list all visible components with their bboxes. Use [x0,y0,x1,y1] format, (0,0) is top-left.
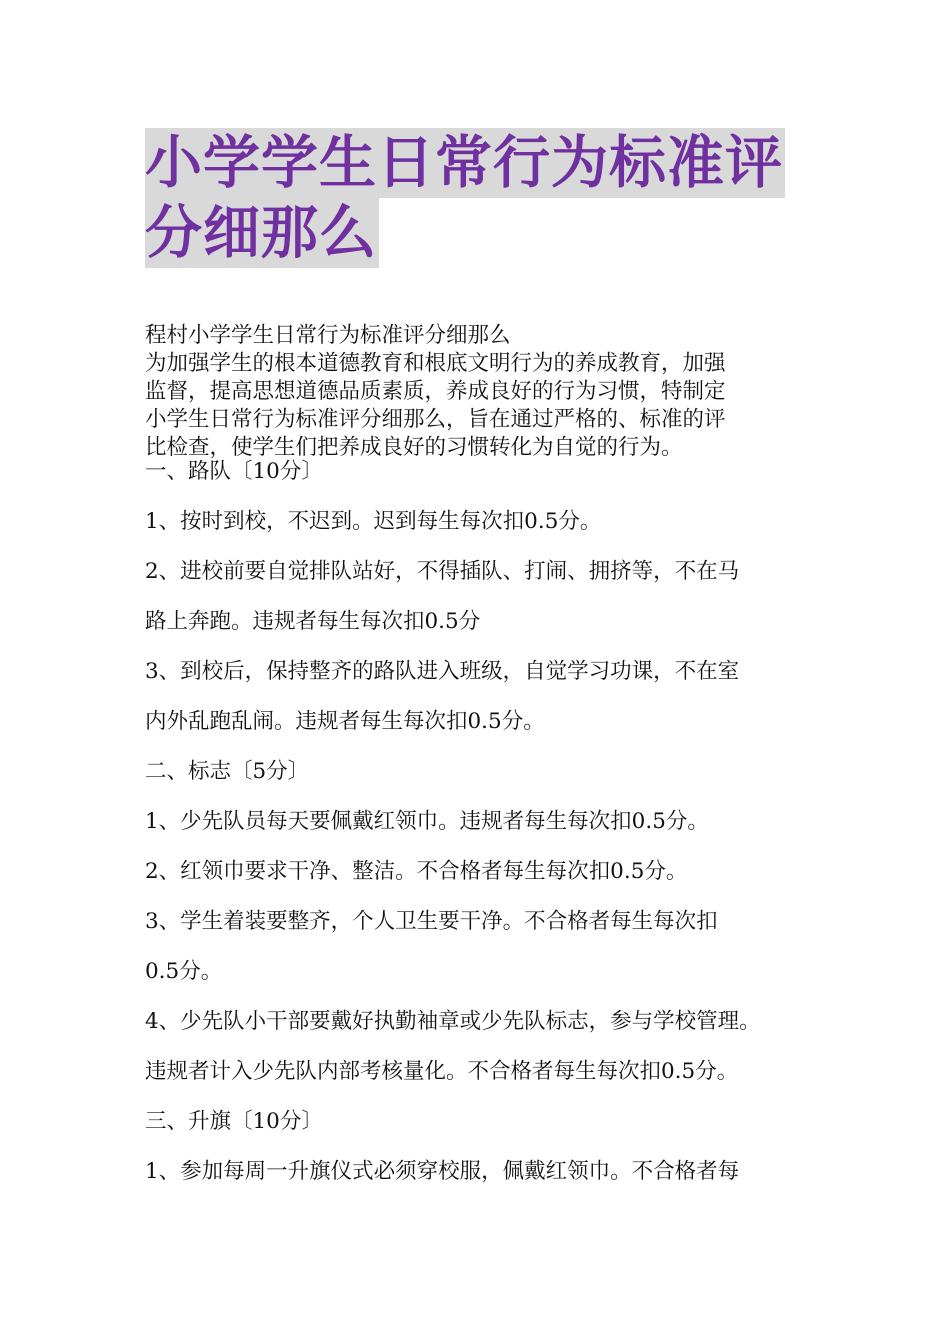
section-heading-flag-raising: 三、升旗〔10分〕 [145,1109,323,1134]
intro-line: 为加强学生的根本道德教育和根底文明行为的养成教育，加强 [145,351,726,376]
rule-line: 1、按时到校，不迟到。迟到每生每次扣0.5分。 [145,509,602,534]
rules-body [145,454,835,1204]
rule-line: 1、参加每周一升旗仪式必须穿校服，佩戴红领巾。不合格者每 [145,1159,740,1184]
intro-paragraph [145,322,815,462]
rule-line: 3、到校后，保持整齐的路队进入班级，自觉学习功课，不在室 [145,659,740,684]
document-title [145,128,825,268]
intro-line: 比检查，使学生们把养成良好的习惯转化为自觉的行为。 [145,435,683,460]
rule-line: 0.5分。 [145,959,223,984]
rule-line: 2、红领巾要求干净、整洁。不合格者每生每次扣0.5分。 [145,859,688,884]
rule-line: 内外乱跑乱闹。违规者每生每次扣0.5分。 [145,709,545,734]
section-heading-road-queue: 一、路队〔10分〕 [145,459,323,484]
rule-line: 违规者计入少先队内部考核量化。不合格者每生每次扣0.5分。 [145,1059,739,1084]
intro-line: 监督，提高思想道德品质素质，养成良好的行为习惯，特制定 [145,379,726,404]
intro-line: 程村小学学生日常行为标准评分细那么 [145,323,511,348]
intro-line: 小学生日常行为标准评分细那么，旨在通过严格的、标准的评 [145,407,726,432]
rule-line: 1、少先队员每天要佩戴红领巾。违规者每生每次扣0.5分。 [145,809,709,834]
title-line-2: 分细那么 [145,200,377,266]
rule-line: 2、进校前要自觉排队站好，不得插队、打闹、拥挤等，不在马 [145,559,740,584]
section-heading-badge: 二、标志〔5分〕 [145,759,310,784]
rule-line: 3、学生着装要整齐，个人卫生要干净。不合格者每生每次扣 [145,909,718,934]
rule-line: 4、少先队小干部要戴好执勤袖章或少先队标志，参与学校管理。 [145,1009,761,1034]
rule-line: 路上奔跑。违规者每生每次扣0.5分 [145,609,481,634]
title-line-1: 小学学生日常行为标准评 [145,130,783,196]
